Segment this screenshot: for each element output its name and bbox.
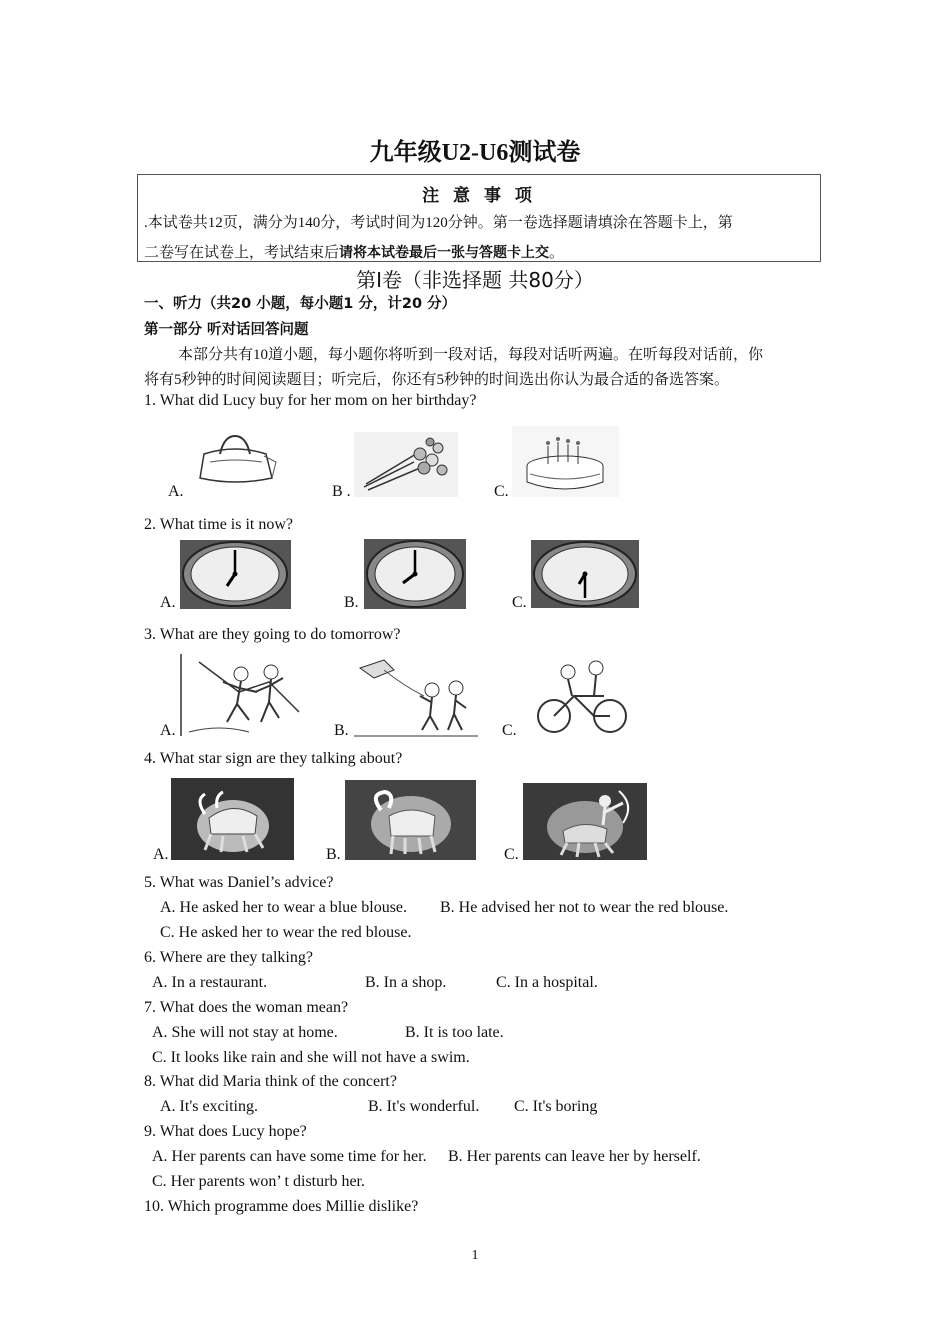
flowers-image [354,432,458,497]
q3-option-a-label: A. [160,722,176,739]
page-number: 1 [471,1248,479,1263]
question-4: 4. What star sign are they talking about? [144,750,403,767]
question-10: 10. Which programme does Millie dislike? [144,1198,419,1215]
q8-option-c: C. It's boring [514,1098,598,1115]
question-1: 1. What did Lucy buy for her mom on her birthday? [144,392,477,409]
q1-option-b-label: B . [332,483,351,500]
q3-option-c-label: C. [502,722,517,739]
q2-option-c-label: C. [512,594,527,611]
notice-line-2-plain: 二卷写在试卷上，考试结束后 [144,245,340,261]
clock-a-image [180,540,291,609]
q5-option-b: B. He advised her not to wear the red blouse. [440,899,729,916]
q4-option-b-label: B. [326,846,341,863]
q4-option-c-label: C. [504,846,519,863]
cycling-image [534,656,630,736]
q5-option-a: A. He asked her to wear a blue blouse. [160,899,408,916]
sagittarius-image [523,783,647,860]
clock-c-image [531,540,639,608]
section-heading: 一、听力（共20 小题，每小题1 分，计20 分） [144,296,457,312]
q6-option-c: C. In a hospital. [496,974,598,991]
climbing-image [179,652,305,738]
q7-option-b: B. It is too late. [405,1024,504,1041]
taurus-image [171,778,294,860]
birthday-cake-image [512,426,619,497]
clock-b-image [364,539,466,609]
intro-line-2: 将有5秒钟的时间阅读题目；听完后，你还有5秒钟的时间选出你认为最合适的备选答案。 [144,372,730,388]
intro-line-1: 本部分共有10道小题，每小题你将听到一段对话，每段对话听两遍。在听每段对话前，你 [178,347,764,363]
question-3: 3. What are they going to do tomorrow? [144,626,401,643]
kite-flying-image [354,656,478,738]
q7-option-a: A. She will not stay at home. [152,1024,338,1041]
q8-option-a: A. It's exciting. [160,1098,258,1115]
notice-line-2-bold: 请将本试卷最后一张与答题卡上交 [339,245,550,261]
question-6: 6. Where are they talking? [144,949,313,966]
q9-option-b: B. Her parents can leave her by herself. [448,1148,701,1165]
q6-option-b: B. In a shop. [365,974,447,991]
notice-box [137,174,821,262]
notice-heading: 注 意 事 项 [422,186,536,206]
page-title: 九年级U2-U6测试卷 [369,140,581,166]
question-7: 7. What does the woman mean? [144,999,349,1016]
q2-option-a-label: A. [160,594,176,611]
q7-option-c: C. It looks like rain and she will not have a swim. [152,1049,470,1066]
q1-option-c-label: C. [494,483,509,500]
q3-option-b-label: B. [334,722,349,739]
q4-option-a-label: A. [153,846,169,863]
notice-line-2 [144,241,564,262]
q1-option-a-label: A. [168,483,184,500]
question-9: 9. What does Lucy hope? [144,1123,307,1140]
question-2: 2. What time is it now? [144,516,294,533]
handbag-image [190,432,280,487]
q2-option-b-label: B. [344,594,359,611]
aries-image [345,780,476,860]
notice-line-2-end: 。 [549,245,565,261]
q6-option-a: A. In a restaurant. [152,974,268,991]
notice-line-1: .本试卷共12页，满分为140分，考试时间为120分钟。第一卷选择题请填涂在答题卡上，第 [144,215,733,231]
q9-option-a: A. Her parents can have some time for her. [152,1148,427,1165]
q5-option-c: C. He asked her to wear the red blouse. [160,924,412,941]
question-8: 8. What did Maria think of the concert? [144,1073,397,1090]
part-heading: 第一部分 听对话回答问题 [144,322,309,338]
question-5: 5. What was Daniel’s advice? [144,874,334,891]
q9-option-c: C. Her parents won’ t disturb her. [152,1173,365,1190]
volume-title: 第Ⅰ卷（非选择题 共80分） [356,268,594,292]
q8-option-b: B. It's wonderful. [368,1098,480,1115]
